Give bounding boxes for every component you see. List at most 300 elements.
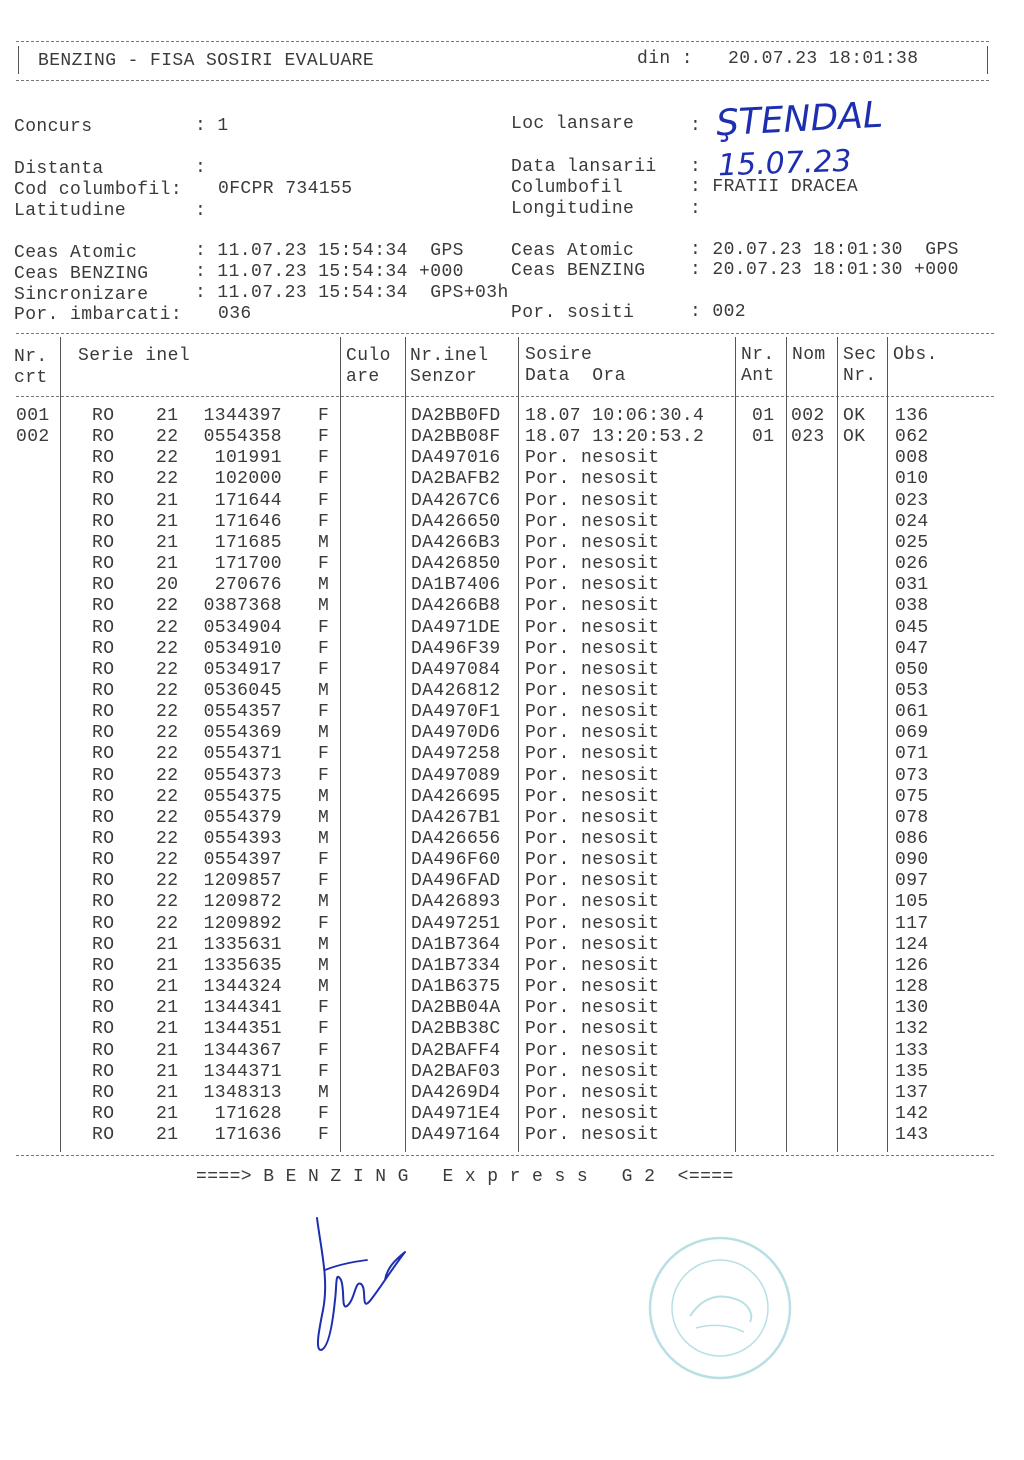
cell-sex: F <box>318 490 330 511</box>
cell-senzor: DA1B7406 <box>411 575 501 596</box>
cell-sosire: Por. nesosit <box>525 554 660 575</box>
cell-sex: F <box>318 659 330 680</box>
table-row <box>0 766 1024 787</box>
cell-senzor: DA496F39 <box>411 638 501 659</box>
loc-value-handwritten: ŞTENDAL <box>715 94 884 145</box>
cell-obs: 130 <box>895 998 929 1019</box>
cell-inel: 101991 <box>214 448 282 469</box>
cell-obs: 133 <box>895 1040 929 1061</box>
cell-tara: RO <box>92 575 115 596</box>
cell-an: 21 <box>156 406 179 426</box>
table-row <box>0 998 1024 1019</box>
table-row <box>0 575 1024 596</box>
col-header-ant-1: Nr. <box>741 345 775 365</box>
cell-sex: F <box>318 765 330 786</box>
cell-an: 21 <box>156 511 179 532</box>
table-row <box>0 469 1024 490</box>
col-header-sec-1: Sec <box>843 345 877 365</box>
cell-sex: F <box>318 913 330 934</box>
cell-tara: RO <box>92 680 115 701</box>
cell-sosire: 18.07 10:06:30.4 <box>525 406 705 426</box>
cell-an: 21 <box>156 490 179 511</box>
cell-obs: 047 <box>895 638 929 659</box>
cell-sex: M <box>318 892 330 913</box>
cell-sex: F <box>318 1125 330 1146</box>
cell-sosire: Por. nesosit <box>525 448 660 469</box>
cell-senzor: DA497258 <box>411 744 501 765</box>
cell-inel: 171646 <box>214 511 282 532</box>
columbofil-value: : FRATII DRACEA <box>690 177 859 197</box>
cell-sec: OK <box>843 406 866 426</box>
clock-l2-value: : 11.07.23 15:54:34 +000 <box>195 262 464 282</box>
cell-sosire: Por. nesosit <box>525 1061 660 1082</box>
cell-tara: RO <box>92 490 115 511</box>
cell-obs: 090 <box>895 850 929 871</box>
cell-senzor: DA4267B1 <box>411 807 501 828</box>
cell-inel: 1209872 <box>203 892 282 913</box>
cell-sosire: Por. nesosit <box>525 934 660 955</box>
cell-senzor: DA2BB0FD <box>411 406 501 426</box>
cell-inel: 270676 <box>214 575 282 596</box>
data-lansarii-colon: : <box>690 157 702 177</box>
cell-senzor: DA426695 <box>411 786 501 807</box>
cell-an: 22 <box>156 786 179 807</box>
cell-sosire: Por. nesosit <box>525 575 660 596</box>
cell-obs: 045 <box>895 617 929 638</box>
cell-inel: 1344324 <box>203 977 282 998</box>
cell-inel: 0554369 <box>203 723 282 744</box>
cell-sex: M <box>318 680 330 701</box>
cell-sex: F <box>318 744 330 765</box>
cell-an: 21 <box>156 532 179 553</box>
cell-inel: 0534917 <box>203 659 282 680</box>
cell-obs: 026 <box>895 554 929 575</box>
cell-senzor: DA426656 <box>411 829 501 849</box>
columbofil-label: Columbofil <box>511 178 624 198</box>
cell-tara: RO <box>92 934 115 955</box>
cod-label: Cod columbofil: <box>14 180 183 200</box>
cell-tara: RO <box>92 1125 115 1146</box>
cell-inel: 171628 <box>214 1103 282 1124</box>
table-row <box>0 427 1024 448</box>
longitudine-value: : <box>690 199 702 219</box>
cell-an: 21 <box>156 1061 179 1082</box>
col-header-nr-2: crt <box>14 368 48 388</box>
cell-an: 22 <box>156 807 179 828</box>
cell-tara: RO <box>92 786 115 807</box>
table-row <box>0 491 1024 512</box>
cell-tara: RO <box>92 617 115 638</box>
cell-inel: 0534904 <box>203 617 282 638</box>
cell-obs: 031 <box>895 575 929 596</box>
cell-tara: RO <box>92 1040 115 1061</box>
cell-sosire: Por. nesosit <box>525 702 660 723</box>
cell-tara: RO <box>92 977 115 998</box>
cell-obs: 128 <box>895 977 929 998</box>
cell-sex: F <box>318 406 330 426</box>
sositi-value: : 002 <box>690 302 747 322</box>
cell-sosire: Por. nesosit <box>525 765 660 786</box>
cell-senzor: DA426893 <box>411 892 501 913</box>
cell-senzor: DA4970D6 <box>411 723 501 744</box>
club-stamp <box>640 1228 800 1388</box>
cell-inel: 102000 <box>214 469 282 490</box>
col-header-ant-2: Ant <box>741 366 775 386</box>
cell-senzor: DA2BB38C <box>411 1019 501 1040</box>
cell-an: 21 <box>156 934 179 955</box>
cell-sec: OK <box>843 427 866 448</box>
cell-senzor: DA4970F1 <box>411 702 501 723</box>
col-header-nrinel-2: Senzor <box>410 367 478 387</box>
cell-an: 21 <box>156 1082 179 1103</box>
cell-obs: 124 <box>895 934 929 955</box>
cell-senzor: DA4267C6 <box>411 490 501 511</box>
header-din-value: 20.07.23 18:01:38 <box>728 49 919 69</box>
cell-inel: 171685 <box>214 532 282 553</box>
cell-sex: F <box>318 871 330 892</box>
cell-an: 22 <box>156 469 179 490</box>
cell-sosire: Por. nesosit <box>525 955 660 976</box>
cell-sosire: Por. nesosit <box>525 723 660 744</box>
cell-sex: M <box>318 1082 330 1103</box>
cell-sosire: Por. nesosit <box>525 913 660 934</box>
cell-tara: RO <box>92 1103 115 1124</box>
table-bottom-rule <box>16 1155 994 1156</box>
cell-tara: RO <box>92 765 115 786</box>
cell-obs: 050 <box>895 659 929 680</box>
cell-tara: RO <box>92 955 115 976</box>
cell-an: 22 <box>156 596 179 617</box>
cell-an: 21 <box>156 977 179 998</box>
cell-inel: 1335631 <box>203 934 282 955</box>
cell-senzor: DA2BAFF4 <box>411 1040 501 1061</box>
cell-sosire: Por. nesosit <box>525 892 660 913</box>
cell-senzor: DA497089 <box>411 765 501 786</box>
cell-sosire: Por. nesosit <box>525 744 660 765</box>
cell-sosire: Por. nesosit <box>525 1125 660 1146</box>
cell-senzor: DA2BB04A <box>411 998 501 1019</box>
cell-tara: RO <box>92 850 115 871</box>
imbarcati-label: Por. imbarcati: <box>14 305 183 325</box>
table-row <box>0 618 1024 639</box>
data-lansarii-label: Data lansarii <box>511 157 657 177</box>
cell-an: 21 <box>156 998 179 1019</box>
cell-sosire: Por. nesosit <box>525 596 660 617</box>
cell-inel: 0554375 <box>203 786 282 807</box>
cell-sex: M <box>318 934 330 955</box>
table-row <box>0 744 1024 765</box>
table-row <box>0 1083 1024 1104</box>
cell-sosire: Por. nesosit <box>525 786 660 807</box>
cell-tara: RO <box>92 596 115 617</box>
cell-senzor: DA1B7364 <box>411 934 501 955</box>
cell-an: 21 <box>156 554 179 575</box>
sositi-label: Por. sositi <box>511 303 635 323</box>
cell-tara: RO <box>92 448 115 469</box>
cell-an: 22 <box>156 744 179 765</box>
cell-sex: M <box>318 829 330 849</box>
cell-tara: RO <box>92 638 115 659</box>
table-row <box>0 723 1024 744</box>
cell-tara: RO <box>92 659 115 680</box>
cell-senzor: DA4971DE <box>411 617 501 638</box>
cell-sosire: Por. nesosit <box>525 511 660 532</box>
clock-l2-label: Ceas BENZING <box>14 264 149 284</box>
clock-r2-label: Ceas BENZING <box>511 261 646 281</box>
cell-tara: RO <box>92 744 115 765</box>
cell-tara: RO <box>92 1082 115 1103</box>
table-row <box>0 1041 1024 1062</box>
cell-inel: 171636 <box>214 1125 282 1146</box>
cell-sosire: Por. nesosit <box>525 659 660 680</box>
table-row <box>0 956 1024 977</box>
cell-inel: 1344371 <box>203 1061 282 1082</box>
cell-inel: 1344341 <box>203 998 282 1019</box>
cell-an: 21 <box>156 1125 179 1146</box>
cell-obs: 136 <box>895 406 929 426</box>
cell-sex: F <box>318 1103 330 1124</box>
table-top-rule <box>16 333 994 334</box>
cell-sosire: Por. nesosit <box>525 829 660 849</box>
cell-an: 22 <box>156 723 179 744</box>
col-header-nom: Nom <box>792 345 826 365</box>
cell-obs: 008 <box>895 448 929 469</box>
cell-nr: 001 <box>16 406 50 426</box>
cell-tara: RO <box>92 1019 115 1040</box>
cell-sosire: Por. nesosit <box>525 977 660 998</box>
distanta-value: : <box>195 158 207 178</box>
cell-senzor: DA497084 <box>411 659 501 680</box>
cell-senzor: DA426812 <box>411 680 501 701</box>
cell-an: 22 <box>156 765 179 786</box>
cell-sex: F <box>318 511 330 532</box>
header-left-bar <box>18 46 19 74</box>
cell-ant: 01 <box>752 427 775 448</box>
signature <box>295 1210 425 1360</box>
cell-sex: F <box>318 554 330 575</box>
header-din-label: din : <box>637 49 694 69</box>
cell-tara: RO <box>92 829 115 849</box>
table-row <box>0 448 1024 469</box>
cell-an: 21 <box>156 1103 179 1124</box>
cell-senzor: DA1B6375 <box>411 977 501 998</box>
distanta-label: Distanta <box>14 159 104 179</box>
cell-tara: RO <box>92 723 115 744</box>
cell-sosire: Por. nesosit <box>525 1040 660 1061</box>
cell-tara: RO <box>92 998 115 1019</box>
table-row <box>0 1019 1024 1040</box>
cell-obs: 126 <box>895 955 929 976</box>
cell-senzor: DA497251 <box>411 913 501 934</box>
cell-inel: 1335635 <box>203 955 282 976</box>
cell-obs: 142 <box>895 1103 929 1124</box>
clock-l1-value: : 11.07.23 15:54:34 GPS <box>195 241 464 261</box>
cell-senzor: DA496F60 <box>411 850 501 871</box>
cell-sosire: Por. nesosit <box>525 638 660 659</box>
col-header-sec-2: Nr. <box>843 366 877 386</box>
cell-obs: 010 <box>895 469 929 490</box>
cell-sex: M <box>318 977 330 998</box>
cod-value: 0FCPR 734155 <box>218 179 353 199</box>
cell-sosire: Por. nesosit <box>525 490 660 511</box>
cell-tara: RO <box>92 807 115 828</box>
col-header-nrinel-1: Nr.inel <box>410 346 489 366</box>
cell-inel: 0536045 <box>203 680 282 701</box>
cell-obs: 023 <box>895 490 929 511</box>
col-header-sosire-1: Sosire <box>525 345 593 365</box>
table-row <box>0 1125 1024 1146</box>
cell-sosire: Por. nesosit <box>525 532 660 553</box>
table-row <box>0 808 1024 829</box>
table-row <box>0 639 1024 660</box>
cell-obs: 025 <box>895 532 929 553</box>
col-header-culoare-1: Culo <box>346 346 391 366</box>
cell-obs: 062 <box>895 427 929 448</box>
cell-sex: F <box>318 850 330 871</box>
cell-senzor: DA426850 <box>411 554 501 575</box>
cell-sex: F <box>318 998 330 1019</box>
concurs-label: Concurs <box>14 117 93 137</box>
cell-sosire: Por. nesosit <box>525 680 660 701</box>
cell-senzor: DA4266B3 <box>411 532 501 553</box>
cell-sex: F <box>318 448 330 469</box>
col-header-obs: Obs. <box>893 345 938 365</box>
cell-tara: RO <box>92 554 115 575</box>
cell-nom: 023 <box>791 427 825 448</box>
cell-inel: 0554373 <box>203 765 282 786</box>
cell-inel: 0387368 <box>203 596 282 617</box>
cell-nom: 002 <box>791 406 825 426</box>
col-header-serie: Serie inel <box>78 346 191 366</box>
loc-label: Loc lansare <box>511 114 635 134</box>
cell-tara: RO <box>92 913 115 934</box>
header-title: BENZING - FISA SOSIRI EVALUARE <box>38 51 375 71</box>
cell-obs: 073 <box>895 765 929 786</box>
cell-an: 22 <box>156 617 179 638</box>
clock-r2-value: : 20.07.23 18:01:30 +000 <box>690 260 959 280</box>
clock-r1-value: : 20.07.23 18:01:30 GPS <box>690 240 959 260</box>
footer-banner: ====> B E N Z I N G E x p r e s s G 2 <==== <box>196 1167 734 1187</box>
cell-inel: 0554393 <box>203 829 282 849</box>
cell-inel: 1344367 <box>203 1040 282 1061</box>
cell-sex: M <box>318 807 330 828</box>
col-header-nr-1: Nr. <box>14 347 48 367</box>
cell-senzor: DA496FAD <box>411 871 501 892</box>
cell-sosire: 18.07 13:20:53.2 <box>525 427 705 448</box>
latitudine-value: : <box>195 201 207 221</box>
table-row <box>0 977 1024 998</box>
cell-sex: M <box>318 786 330 807</box>
cell-inel: 0554371 <box>203 744 282 765</box>
table-row <box>0 935 1024 956</box>
cell-an: 22 <box>156 659 179 680</box>
cell-senzor: DA2BB08F <box>411 427 501 448</box>
cell-sex: M <box>318 596 330 617</box>
cell-an: 22 <box>156 448 179 469</box>
table-row <box>0 596 1024 617</box>
cell-an: 22 <box>156 702 179 723</box>
col-header-sosire-2: Data Ora <box>525 366 626 386</box>
cell-senzor: DA4971E4 <box>411 1103 501 1124</box>
table-row <box>0 1062 1024 1083</box>
cell-sosire: Por. nesosit <box>525 1082 660 1103</box>
header-top-rule <box>16 41 989 42</box>
cell-sex: F <box>318 1019 330 1040</box>
cell-sex: M <box>318 723 330 744</box>
cell-sex: M <box>318 955 330 976</box>
cell-senzor: DA1B7334 <box>411 955 501 976</box>
cell-sosire: Por. nesosit <box>525 469 660 490</box>
cell-inel: 171700 <box>214 554 282 575</box>
cell-tara: RO <box>92 871 115 892</box>
table-row <box>0 702 1024 723</box>
table-row <box>0 1104 1024 1125</box>
cell-obs: 078 <box>895 807 929 828</box>
cell-inel: 1344397 <box>203 406 282 426</box>
cell-an: 22 <box>156 913 179 934</box>
col-header-culoare-2: are <box>346 367 380 387</box>
loc-colon: : <box>690 116 702 136</box>
cell-an: 20 <box>156 575 179 596</box>
table-row <box>0 871 1024 892</box>
table-row <box>0 892 1024 913</box>
clock-l3-value: : 11.07.23 15:54:34 GPS+03h <box>195 283 509 303</box>
cell-inel: 0554358 <box>203 427 282 448</box>
cell-sex: F <box>318 469 330 490</box>
cell-sex: F <box>318 702 330 723</box>
cell-an: 22 <box>156 427 179 448</box>
cell-sosire: Por. nesosit <box>525 1019 660 1040</box>
cell-tara: RO <box>92 532 115 553</box>
cell-obs: 053 <box>895 680 929 701</box>
cell-an: 22 <box>156 850 179 871</box>
cell-inel: 1344351 <box>203 1019 282 1040</box>
cell-obs: 137 <box>895 1082 929 1103</box>
cell-senzor: DA4269D4 <box>411 1082 501 1103</box>
table-row <box>0 554 1024 575</box>
cell-sex: F <box>318 617 330 638</box>
table-header-rule <box>16 396 994 397</box>
cell-obs: 061 <box>895 702 929 723</box>
cell-tara: RO <box>92 1061 115 1082</box>
longitudine-label: Longitudine <box>511 199 635 219</box>
clock-r1-label: Ceas Atomic <box>511 241 635 261</box>
cell-obs: 071 <box>895 744 929 765</box>
cell-obs: 024 <box>895 511 929 532</box>
cell-sosire: Por. nesosit <box>525 617 660 638</box>
cell-senzor: DA4266B8 <box>411 596 501 617</box>
cell-senzor: DA2BAFB2 <box>411 469 501 490</box>
cell-tara: RO <box>92 427 115 448</box>
cell-sex: F <box>318 638 330 659</box>
cell-ant: 01 <box>752 406 775 426</box>
cell-sosire: Por. nesosit <box>525 1103 660 1124</box>
cell-obs: 117 <box>895 913 929 934</box>
latitudine-label: Latitudine <box>14 201 127 221</box>
cell-obs: 132 <box>895 1019 929 1040</box>
cell-tara: RO <box>92 469 115 490</box>
table-row <box>0 829 1024 850</box>
clock-l3-label: Sincronizare <box>14 285 149 305</box>
cell-sosire: Por. nesosit <box>525 871 660 892</box>
table-row <box>0 850 1024 871</box>
cell-tara: RO <box>92 406 115 426</box>
cell-obs: 105 <box>895 892 929 913</box>
cell-inel: 0554357 <box>203 702 282 723</box>
cell-obs: 097 <box>895 871 929 892</box>
cell-obs: 069 <box>895 723 929 744</box>
cell-obs: 038 <box>895 596 929 617</box>
